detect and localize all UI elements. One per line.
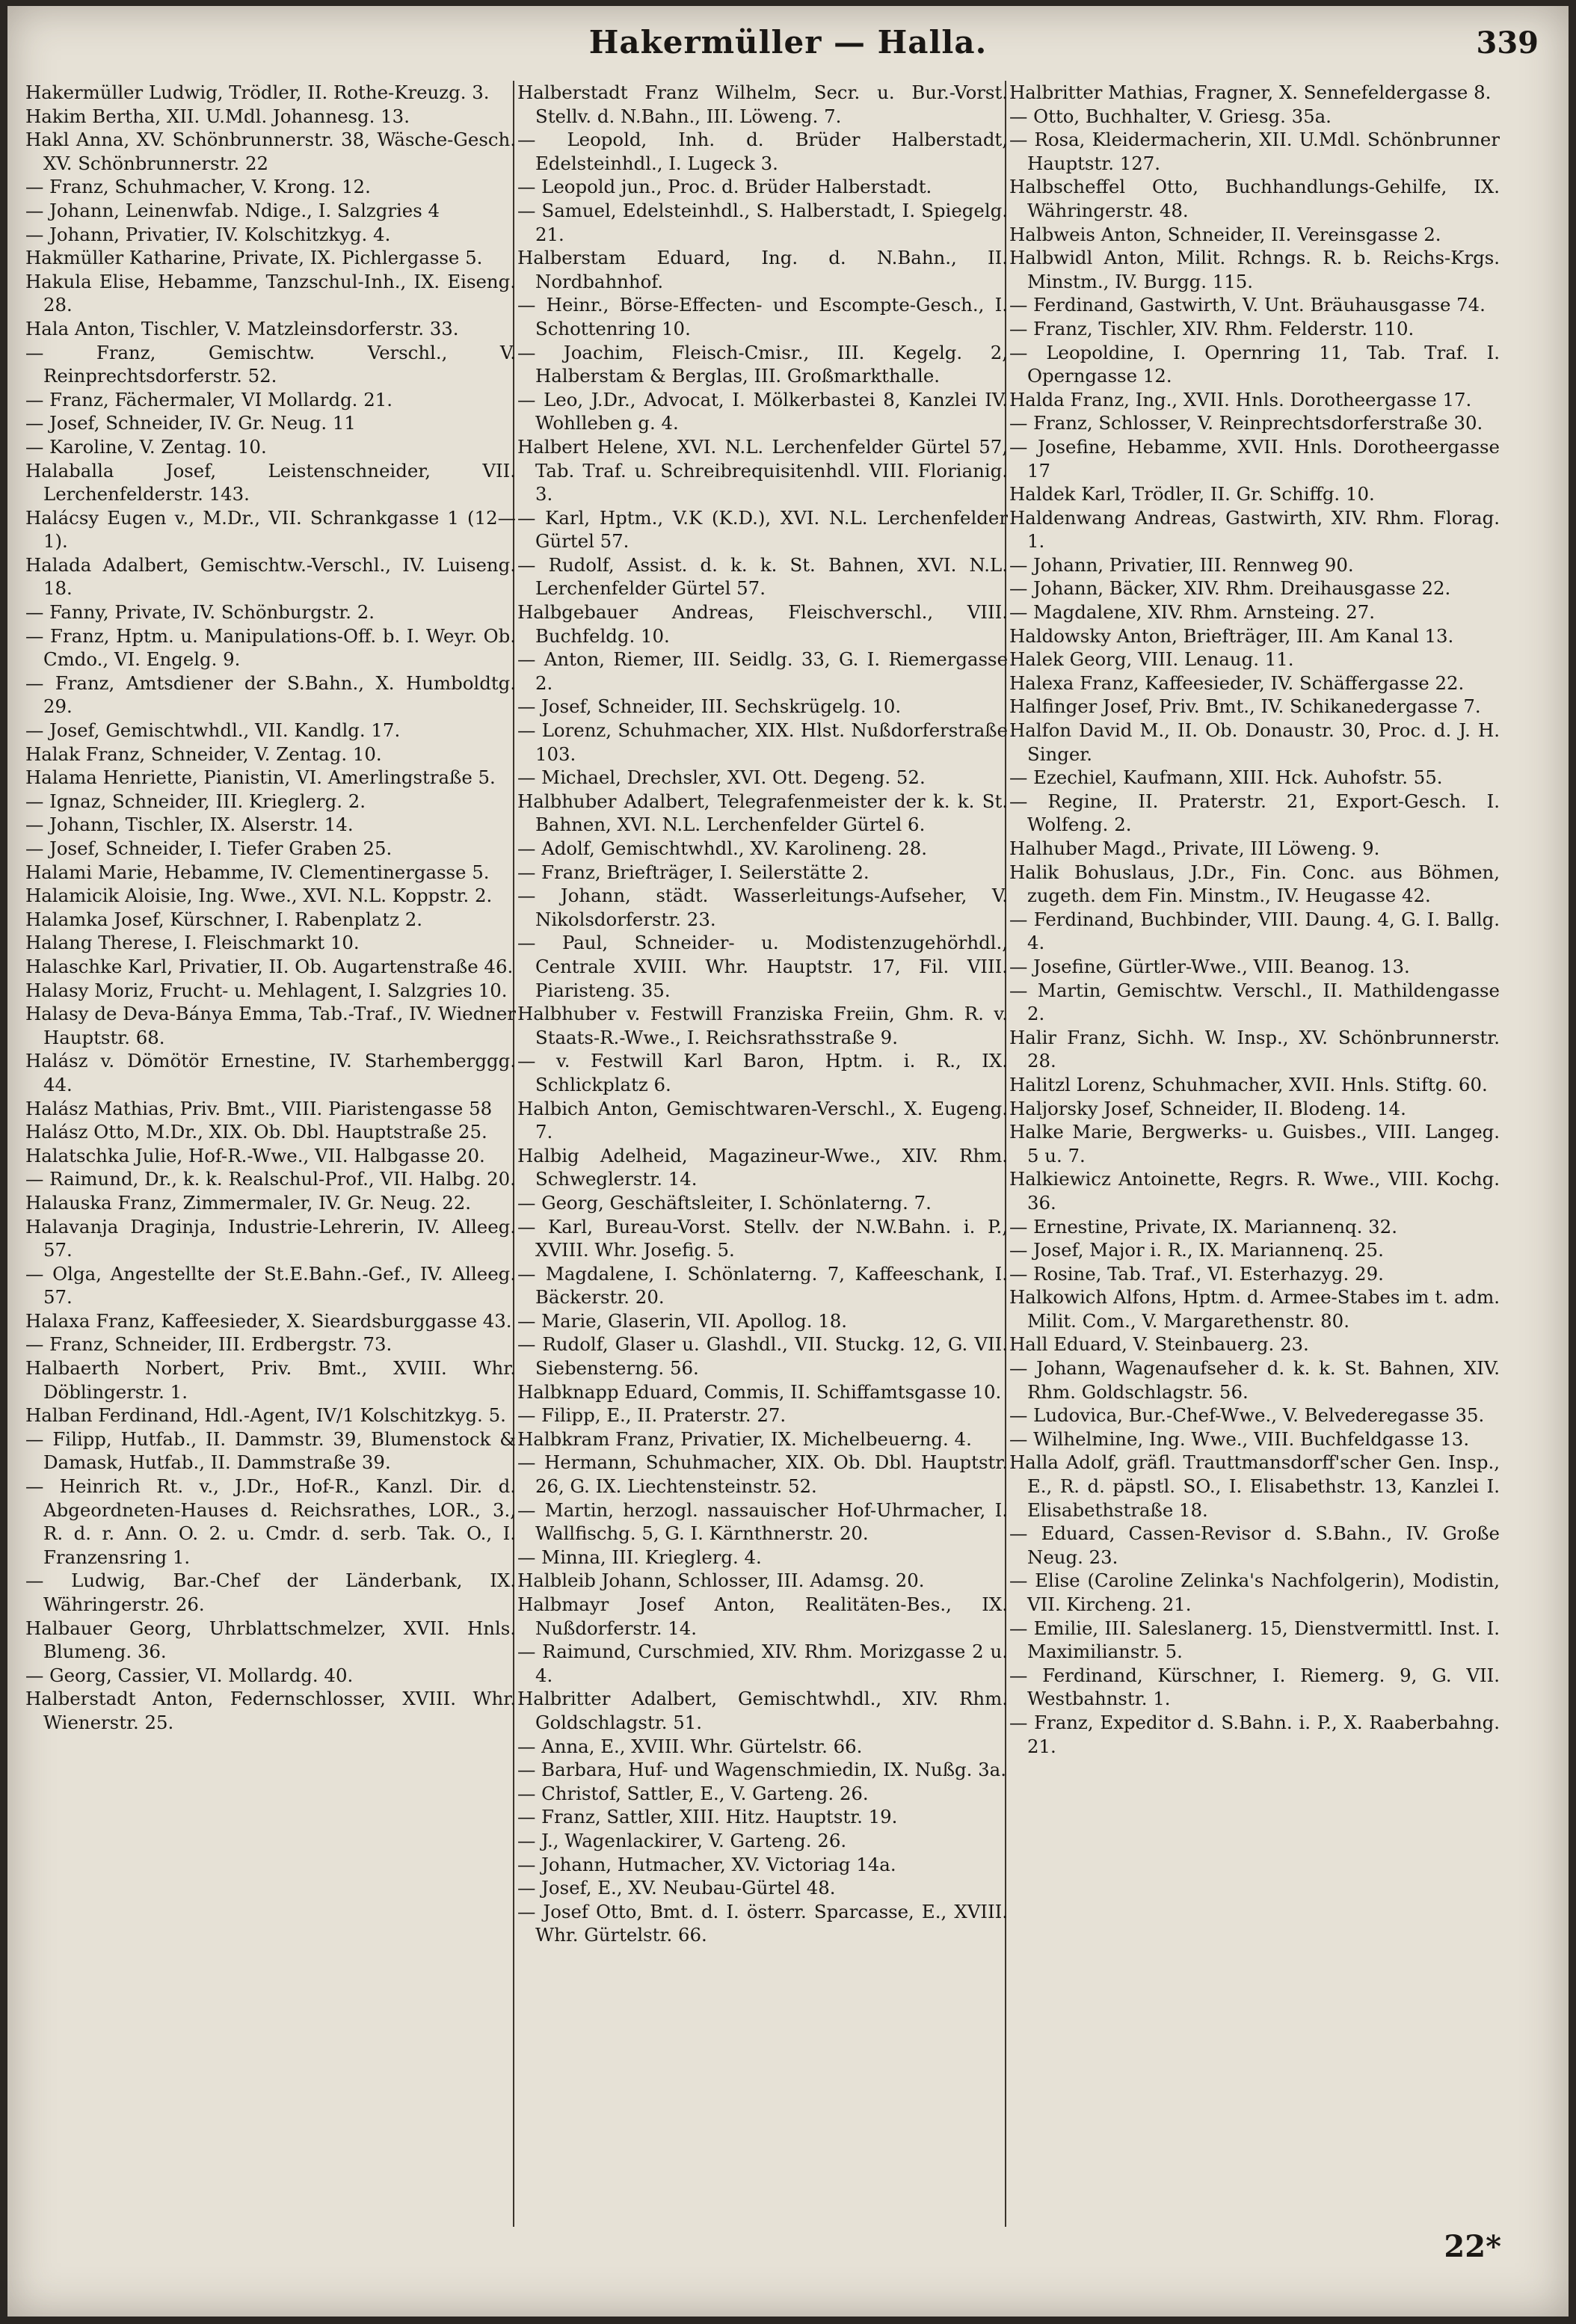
- directory-entry: Halbig Adelheid, Magazineur-Wwe., XIV. Rhm. Schweglerstr. 14.: [517, 1144, 1008, 1190]
- directory-entry: Halamicik Aloisie, Ing. Wwe., XVI. N.L. Koppstr. 2.: [25, 885, 493, 907]
- directory-entry: — Magdalene, XIV. Rhm. Arnsteing. 27.: [1009, 601, 1376, 624]
- directory-entry: — Wilhelmine, Ing. Wwe., VIII. Buchfeldgasse 13.: [1009, 1427, 1470, 1450]
- directory-entry: — Josef, E., XV. Neubau-Gürtel 48.: [517, 1877, 836, 1899]
- directory-entry: — Leopoldine, I. Opernring 11, Tab. Traf. I. Operngasse 12.: [1009, 341, 1500, 387]
- directory-entry: — Samuel, Edelsteinhdl., S. Halberstadt, I. Spiegelg. 21.: [517, 199, 1008, 245]
- directory-entry: Halasy Moriz, Frucht- u. Mehlagent, I. Salzgries 10.: [25, 979, 508, 1001]
- directory-entry: — Franz, Briefträger, I. Seilerstätte 2.: [517, 861, 869, 883]
- directory-entry: Halfinger Josef, Priv. Bmt., IV. Schikanedergasse 7.: [1009, 695, 1481, 718]
- directory-entry: — Ernestine, Private, IX. Mariannenq. 32.: [1009, 1215, 1397, 1238]
- directory-entry: — Otto, Buchhalter, V. Griesg. 35a.: [1009, 105, 1332, 127]
- directory-entry: Halbmayr Josef Anton, Realitäten-Bes., IX. Nußdorferstr. 14.: [517, 1593, 1008, 1639]
- directory-entry: Halácsy Eugen v., M.Dr., VII. Schrankgasse 1 (12—1).: [25, 506, 516, 553]
- directory-entry: — v. Festwill Karl Baron, Hptm. i. R., IX. Schlickplatz 6.: [517, 1050, 1008, 1095]
- directory-entry: — Emilie, III. Saleslanerg. 15, Dienstvermittl. Inst. I. Maximilianstr. 5.: [1009, 1617, 1500, 1663]
- directory-entry: — Minna, III. Krieglerg. 4.: [517, 1546, 762, 1568]
- directory-entry: — Heinr., Börse-Effecten- und Escompte-Gesch., I. Schottenring 10.: [517, 294, 1008, 339]
- directory-entry: Halke Marie, Bergwerks- u. Guisbes., VIII. Langeg. 5 u. 7.: [1009, 1121, 1500, 1166]
- directory-entry: — Fanny, Private, IV. Schönburgstr. 2.: [25, 601, 375, 624]
- directory-entry: Halbich Anton, Gemischtwaren-Verschl., X. Eugeng. 7.: [517, 1097, 1008, 1143]
- directory-entry: — Olga, Angestellte der St.E.Bahn.-Gef., IV. Alleeg. 57.: [25, 1262, 516, 1309]
- directory-entry: — Franz, Amtsdiener der S.Bahn., X. Humboldtg. 29.: [25, 671, 516, 718]
- directory-entry: — Franz, Expeditor d. S.Bahn. i. P., X. Raaberbahng. 21.: [1009, 1711, 1500, 1757]
- directory-entry: — Martin, Gemischtw. Verschl., II. Mathildengasse 2.: [1009, 979, 1500, 1025]
- directory-entry: — Christof, Sattler, E., V. Garteng. 26.: [517, 1782, 869, 1804]
- directory-entry: — Ferdinand, Gastwirth, V. Unt. Bräuhausgasse 74.: [1009, 294, 1486, 316]
- directory-entry: — Franz, Tischler, XIV. Rhm. Felderstr. 110.: [1009, 317, 1415, 339]
- directory-entry: Halama Henriette, Pianistin, VI. Amerlingstraße 5.: [25, 766, 496, 789]
- directory-entry: Halbkram Franz, Privatier, IX. Michelbeuerng. 4.: [517, 1427, 972, 1450]
- directory-entry: Halda Franz, Ing., XVII. Hnls. Dorotheergasse 17.: [1009, 388, 1472, 411]
- directory-entry: Halbweis Anton, Schneider, II. Vereinsgasse 2.: [1009, 223, 1441, 245]
- directory-entry: — Raimund, Curschmied, XIV. Rhm. Morizgasse 2 u. 4.: [517, 1641, 1008, 1686]
- directory-entry: Halami Marie, Hebamme, IV. Clementinergasse 5.: [25, 861, 490, 883]
- directory-page: [7, 6, 1569, 2317]
- directory-entry: Halbauer Georg, Uhrblattschmelzer, XVII. Hnls. Blumeng. 36.: [25, 1617, 516, 1663]
- directory-entry: — Josef, Schneider, III. Sechskrügelg. 10.: [517, 695, 902, 718]
- directory-entry: — Johann, Privatier, III. Rennweg 90.: [1009, 553, 1354, 576]
- directory-entry: Halek Georg, VIII. Lenaug. 11.: [1009, 648, 1294, 671]
- directory-entry: Hakermüller Ludwig, Trödler, II. Rothe-Kreuzg. 3.: [25, 82, 490, 103]
- directory-entry: Halasy de Deva-Bánya Emma, Tab.-Traf., IV. Wiedner Hauptstr. 68.: [25, 1003, 516, 1048]
- directory-entry: — Johann, Privatier, IV. Kolschitzkyg. 4.: [25, 223, 391, 245]
- directory-entry: — Karl, Bureau-Vorst. Stellv. der N.W.Bahn. i. P., XVIII. Whr. Josefig. 5.: [517, 1215, 1008, 1261]
- directory-entry: — Rosine, Tab. Traf., VI. Esterhazyg. 29.: [1009, 1262, 1384, 1285]
- directory-entry: — Karl, Hptm., V.K (K.D.), XVI. N.L. Lerchenfelder Gürtel 57.: [517, 506, 1008, 553]
- directory-entry: — Paul, Schneider- u. Modistenzugehörhdl., Centrale XVIII. Whr. Hauptstr. 17, Fil. VIII. Piaristeng. 35.: [517, 932, 1008, 1001]
- directory-entry: Halir Franz, Sichh. W. Insp., XV. Schönbrunnerstr. 28.: [1009, 1026, 1500, 1072]
- directory-entry: — Johann, Bäcker, XIV. Rhm. Dreihausgasse 22.: [1009, 577, 1451, 600]
- directory-entry: — Regine, II. Praterstr. 21, Export-Gesch. I. Wolfeng. 2.: [1009, 790, 1500, 836]
- directory-entry: Halexa Franz, Kaffeesieder, IV. Schäffergasse 22.: [1009, 671, 1465, 694]
- directory-entry: — Barbara, Huf- und Wagenschmiedin, IX. Nußg. 3a.: [517, 1759, 1006, 1781]
- directory-entry: Halbknapp Eduard, Commis, II. Schiffamtsgasse 10.: [517, 1380, 1002, 1403]
- directory-entry: Halbritter Mathias, Fragner, X. Sennefeldergasse 8.: [1009, 82, 1492, 103]
- directory-entry: — Raimund, Dr., k. k. Realschul-Prof., VII. Halbg. 20.: [25, 1168, 516, 1190]
- directory-entry: — Johann, Hutmacher, XV. Victoriag 14a.: [517, 1853, 896, 1875]
- directory-entry: Halak Franz, Schneider, V. Zentag. 10.: [25, 743, 382, 765]
- directory-entry: — Josef, Schneider, I. Tiefer Graben 25.: [25, 837, 393, 859]
- directory-entry: — Josef, Gemischtwhdl., VII. Kandlg. 17.: [25, 719, 401, 742]
- directory-entry: Halbwidl Anton, Milit. Rchngs. R. b. Reichs-Krgs. Minstm., IV. Burgg. 115.: [1009, 247, 1500, 292]
- directory-entry: — Lorenz, Schuhmacher, XIX. Hlst. Nußdorferstraße 103.: [517, 719, 1008, 765]
- directory-entry: — Filipp, Hutfab., II. Dammstr. 39, Blumenstock & Damask, Hutfab., II. Dammstraße 39.: [25, 1427, 516, 1474]
- directory-entry: — Franz, Schneider, III. Erdbergstr. 73.: [25, 1333, 393, 1356]
- directory-entry: — Georg, Cassier, VI. Mollardg. 40.: [25, 1664, 354, 1686]
- directory-entry: Halavanja Draginja, Industrie-Lehrerin, IV. Alleeg. 57.: [25, 1215, 516, 1261]
- directory-entry: Halauska Franz, Zimmermaler, IV. Gr. Neug. 22.: [25, 1191, 471, 1214]
- directory-entry: Hakula Elise, Hebamme, Tanzschul-Inh., IX. Eiseng. 28.: [25, 270, 516, 316]
- directory-entry: Halfon David M., II. Ob. Donaustr. 30, Proc. d. J. H. Singer.: [1009, 719, 1500, 765]
- directory-entry: — Franz, Sattler, XIII. Hitz. Hauptstr. 19.: [517, 1806, 898, 1828]
- directory-entry: — Ferdinand, Buchbinder, VIII. Daung. 4, G. I. Ballg. 4.: [1009, 908, 1500, 954]
- directory-entry: — Leo, J.Dr., Advocat, I. Mölkerbastei 8, Kanzlei IV. Wohlleben g. 4.: [517, 388, 1008, 434]
- directory-entry: — Franz, Gemischtw. Verschl., V. Reinprechtsdorferstr. 52.: [25, 341, 516, 387]
- directory-entry: Halkiewicz Antoinette, Regrs. R. Wwe., VIII. Kochg. 36.: [1009, 1168, 1500, 1214]
- directory-entry: Halada Adalbert, Gemischtw.-Verschl., IV. Luiseng. 18.: [25, 553, 516, 600]
- directory-entry: — Ludwig, Bar.-Chef der Länderbank, IX. Währingerstr. 26.: [25, 1570, 516, 1615]
- directory-entry: — Ludovica, Bur.-Chef-Wwe., V. Belvederegasse 35.: [1009, 1404, 1485, 1427]
- directory-entry: — Josef Otto, Bmt. d. I. österr. Sparcasse, E., XVIII. Whr. Gürtelstr. 66.: [517, 1900, 1008, 1946]
- directory-entry: Halász v. Dömötör Ernestine, IV. Starhemberggg. 44.: [25, 1050, 516, 1095]
- directory-entry: — Josefine, Hebamme, XVII. Hnls. Dorotheergasse 17: [1009, 435, 1500, 482]
- directory-entry: Haljorsky Josef, Schneider, II. Blodeng. 14.: [1009, 1097, 1406, 1119]
- directory-entry: — Ferdinand, Kürschner, I. Riemerg. 9, G. VII. Westbahnstr. 1.: [1009, 1664, 1500, 1710]
- directory-entry: — Franz, Fächermaler, VI Mollardg. 21.: [25, 388, 393, 411]
- directory-entry: Haldenwang Andreas, Gastwirth, XIV. Rhm. Florag. 1.: [1009, 506, 1500, 553]
- directory-entry: Halatschka Julie, Hof-R.-Wwe., VII. Halbgasse 20.: [25, 1144, 485, 1166]
- directory-entry: Halbritter Adalbert, Gemischtwhdl., XIV. Rhm. Goldschlagstr. 51.: [517, 1688, 1008, 1733]
- directory-entry: — Johann, Wagenaufseher d. k. k. St. Bahnen, XIV. Rhm. Goldschlagstr. 56.: [1009, 1357, 1500, 1403]
- directory-entry: — Rudolf, Glaser u. Glashdl., VII. Stuckg. 12, G. VII. Siebensterng. 56.: [517, 1333, 1008, 1380]
- directory-entry: Halaballa Josef, Leistenschneider, VII. Lerchenfelderstr. 143.: [25, 459, 516, 505]
- directory-entry: — Anna, E., XVIII. Whr. Gürtelstr. 66.: [517, 1735, 863, 1757]
- column-2: [517, 81, 1008, 2219]
- directory-entry: Halban Ferdinand, Hdl.-Agent, IV/1 Kolschitzkyg. 5.: [25, 1404, 506, 1427]
- directory-entry: — Karoline, V. Zentag. 10.: [25, 435, 267, 458]
- directory-entry: — Martin, herzogl. nassauischer Hof-Uhrmacher, I. Wallfischg. 5, G. I. Kärnthnerstr. 20.: [517, 1498, 1008, 1545]
- directory-entry: — Ignaz, Schneider, III. Krieglerg. 2.: [25, 790, 366, 812]
- directory-entry: — Elise (Caroline Zelinka's Nachfolgerin), Modistin, VII. Kircheng. 21.: [1009, 1570, 1500, 1615]
- directory-entry: — Franz, Schuhmacher, V. Krong. 12.: [25, 176, 371, 198]
- page-number: 339: [1476, 25, 1539, 61]
- directory-entry: Hakim Bertha, XII. U.Mdl. Johannesg. 13.: [25, 105, 410, 127]
- directory-entry: — Georg, Geschäftsleiter, I. Schönlaterng. 7.: [517, 1191, 932, 1214]
- directory-entry: Halász Otto, M.Dr., XIX. Ob. Dbl. Hauptstraße 25.: [25, 1121, 487, 1143]
- page-header: [7, 21, 1569, 66]
- column-3: [1009, 81, 1500, 2219]
- directory-entry: Halaschke Karl, Privatier, II. Ob. Augartenstraße 46.: [25, 955, 514, 977]
- directory-entry: — J., Wagenlackirer, V. Garteng. 26.: [517, 1829, 847, 1851]
- directory-entry: — Johann, Leinenwfab. Ndige., I. Salzgries 4: [25, 199, 440, 221]
- directory-entry: Halbaerth Norbert, Priv. Bmt., XVIII. Whr. Döblingerstr. 1.: [25, 1357, 516, 1403]
- directory-entry: — Michael, Drechsler, XVI. Ott. Degeng. 52.: [517, 766, 926, 789]
- directory-entry: — Josef, Major i. R., IX. Mariannenq. 25.: [1009, 1239, 1384, 1261]
- column-1: [25, 81, 516, 2219]
- directory-entry: Halhuber Magd., Private, III Löweng. 9.: [1009, 837, 1380, 859]
- directory-entry: Hakl Anna, XV. Schönbrunnerstr. 38, Wäsche-Gesch. XV. Schönbrunnerstr. 22: [25, 129, 516, 174]
- directory-entry: Halang Therese, I. Fleischmarkt 10.: [25, 932, 360, 954]
- directory-entry: Halbhuber v. Festwill Franziska Freiin, Ghm. R. v. Staats-R.-Wwe., I. Reichsrathsstraße 9.: [517, 1003, 1008, 1048]
- directory-entry: — Leopold, Inh. d. Brüder Halberstadt, Edelsteinhdl., I. Lugeck 3.: [517, 129, 1008, 174]
- signature-mark: 22*: [1444, 2229, 1501, 2264]
- directory-entry: — Filipp, E., II. Praterstr. 27.: [517, 1404, 787, 1427]
- directory-entry: — Johann, städt. Wasserleitungs-Aufseher, V. Nikolsdorferstr. 23.: [517, 885, 1008, 930]
- directory-entry: Hakmüller Katharine, Private, IX. Pichlergasse 5.: [25, 247, 483, 269]
- directory-entry: Halaxa Franz, Kaffeesieder, X. Sieardsburggasse 43.: [25, 1309, 512, 1332]
- directory-entry: — Rosa, Kleidermacherin, XII. U.Mdl. Schönbrunner Hauptstr. 127.: [1009, 129, 1500, 174]
- running-head: Hakermüller — Halla.: [588, 24, 988, 61]
- directory-entry: Halla Adolf, gräfl. Trauttmansdorff'scher Gen. Insp., E., R. d. päpstl. SO., I. Elisabethstr. 13, Kanzlei I. Elisabethstraße 18.: [1009, 1451, 1500, 1521]
- directory-entry: — Rudolf, Assist. d. k. k. St. Bahnen, XVI. N.L. Lerchenfelder Gürtel 57.: [517, 553, 1008, 600]
- directory-entry: Halbert Helene, XVI. N.L. Lerchenfelder Gürtel 57, Tab. Traf. u. Schreibrequisitenhdl. VIII. Florianig. 3.: [517, 435, 1008, 505]
- directory-entry: — Anton, Riemer, III. Seidlg. 33, G. I. Riemergasse 2.: [517, 648, 1008, 694]
- directory-entry: Halbscheffel Otto, Buchhandlungs-Gehilfe, IX. Währingerstr. 48.: [1009, 176, 1500, 221]
- directory-entry: — Josef, Schneider, IV. Gr. Neug. 11: [25, 412, 356, 434]
- directory-entry: — Heinrich Rt. v., J.Dr., Hof-R., Kanzl. Dir. d. Abgeordneten-Hauses d. Reichsrathes, LOR., 3., R. d. r. Ann. O. 2. u. Cmdr. d. serb. Tak. O., I. Franzensring 1.: [25, 1475, 516, 1568]
- directory-entry: — Josefine, Gürtler-Wwe., VIII. Beanog. 13.: [1009, 955, 1410, 977]
- directory-entry: — Franz, Schlosser, V. Reinprechtsdorferstraße 30.: [1009, 412, 1483, 434]
- directory-entry: — Marie, Glaserin, VII. Apollog. 18.: [517, 1309, 848, 1332]
- directory-entry: — Eduard, Cassen-Revisor d. S.Bahn., IV. Große Neug. 23.: [1009, 1522, 1500, 1568]
- directory-entry: Halász Mathias, Priv. Bmt., VIII. Piaristengasse 58: [25, 1097, 493, 1119]
- directory-entry: Halbgebauer Andreas, Fleischverschl., VIII. Buchfeldg. 10.: [517, 601, 1008, 647]
- directory-entry: — Leopold jun., Proc. d. Brüder Halberstadt.: [517, 176, 932, 198]
- directory-entry: Halberstadt Anton, Federnschlosser, XVIII. Whr. Wienerstr. 25.: [25, 1688, 516, 1733]
- directory-entry: — Hermann, Schuhmacher, XIX. Ob. Dbl. Hauptstr. 26, G. IX. Liechtensteinstr. 52.: [517, 1451, 1008, 1498]
- directory-entry: Halkowich Alfons, Hptm. d. Armee-Stabes im t. adm. Milit. Com., V. Margarethenstr. 80.: [1009, 1286, 1500, 1332]
- directory-entry: Halbleib Johann, Schlosser, III. Adamsg. 20.: [517, 1570, 925, 1592]
- directory-entry: Halbhuber Adalbert, Telegrafenmeister der k. k. St. Bahnen, XVI. N.L. Lerchenfelder Gürtel 6.: [517, 790, 1008, 836]
- directory-entry: — Magdalene, I. Schönlaterng. 7, Kaffeeschank, I. Bäckerstr. 20.: [517, 1262, 1008, 1309]
- directory-entry: Halik Bohuslaus, J.Dr., Fin. Conc. aus Böhmen, zugeth. dem Fin. Minstm., IV. Heugasse 42.: [1009, 861, 1500, 907]
- directory-entry: — Adolf, Gemischtwhdl., XV. Karolineng. 28.: [517, 837, 928, 859]
- directory-entry: Hall Eduard, V. Steinbauerg. 23.: [1009, 1333, 1309, 1356]
- directory-entry: Halberstam Eduard, Ing. d. N.Bahn., II. Nordbahnhof.: [517, 247, 1008, 292]
- directory-entry: Halitzl Lorenz, Schuhmacher, XVII. Hnls. Stiftg. 60.: [1009, 1073, 1488, 1095]
- directory-entry: Halamka Josef, Kürschner, I. Rabenplatz 2.: [25, 908, 422, 930]
- directory-entry: Haldowsky Anton, Briefträger, III. Am Kanal 13.: [1009, 624, 1454, 647]
- directory-entry: — Johann, Tischler, IX. Alserstr. 14.: [25, 814, 354, 836]
- directory-entry: Hala Anton, Tischler, V. Matzleinsdorferstr. 33.: [25, 317, 459, 339]
- directory-entry: — Franz, Hptm. u. Manipulations-Off. b. I. Weyr. Ob. Cmdo., VI. Engelg. 9.: [25, 624, 516, 671]
- directory-entry: — Joachim, Fleisch-Cmisr., III. Kegelg. 2, Halberstam & Berglas, III. Großmarkthalle.: [517, 341, 1008, 387]
- directory-entry: Halberstadt Franz Wilhelm, Secr. u. Bur.-Vorst. Stellv. d. N.Bahn., III. Löweng. 7.: [517, 82, 1008, 127]
- directory-entry: Haldek Karl, Trödler, II. Gr. Schiffg. 10.: [1009, 483, 1375, 505]
- directory-entry: — Ezechiel, Kaufmann, XIII. Hck. Auhofstr. 55.: [1009, 766, 1443, 789]
